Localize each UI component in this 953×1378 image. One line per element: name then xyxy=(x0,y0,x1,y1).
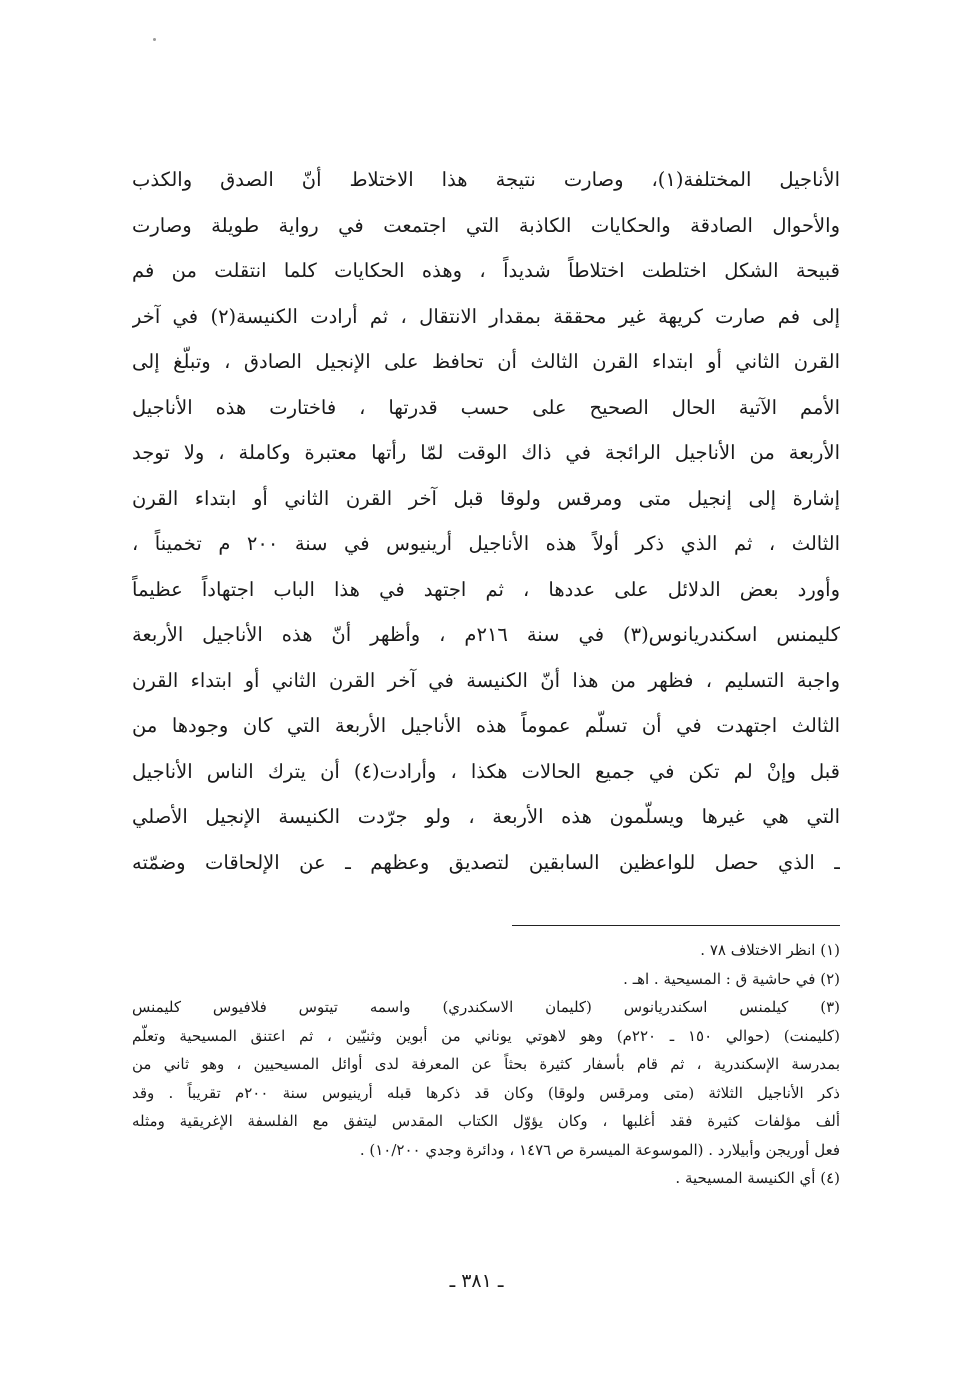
footnote-3-line: (٣) كيلمنس اسكندريانوس (كليمان الاسكندري) واسمه تيتوس فلافيوس كليمنس xyxy=(132,998,840,1016)
main-text-line: قبيحة الشكل اختلطت اختلاطاً شديداً ، وهذه الحكايات كلما انتقلت من فم xyxy=(132,259,840,282)
main-text-line: قبل وإنْ لم تكن في جميع الحالات هكذا ، وأرادت(٤) أن يترك الناس الأناجيل xyxy=(132,759,840,783)
main-text-line: كليمنس اسكندريانوس(٣) في سنة ٢١٦م ، وأظهر أنّ هذه الأناجيل الأربعة xyxy=(132,623,840,646)
footnotes-block xyxy=(132,936,840,1193)
footnote-4: (٤) أي الكنيسة المسيحية . xyxy=(675,1169,840,1187)
scan-speck xyxy=(153,38,156,41)
footnote-3-line: (كليمنت) (حوالي ١٥٠ ـ ٢٢٠م) وهو لاهوتي يوناني من أبوين وثنيّين ، ثم اعتنق المسيحية وتعلّم xyxy=(132,1026,840,1045)
main-text-line: القرن الثاني أو ابتداء القرن الثالث أن تحافظ على الإنجيل الصادق ، وتبلّغ إلى xyxy=(132,350,840,373)
footnote-2: (٢) في حاشية ق : المسيحية . اهـ . xyxy=(623,969,840,988)
main-text-block xyxy=(132,157,840,885)
main-text-line: الأربعة من الأناجيل الرائجة في ذاك الوقت لمّا رأتها معتبرة وكاملة ، ولا توجد xyxy=(132,441,840,464)
main-text-line: الثالث اجتهدت في أن تسلّم عموماً هذه الأناجيل الأربعة التي كان وجودها من xyxy=(132,714,840,737)
main-text-line: الأناجيل المختلفة(١)، وصارت نتيجة هذا الاختلاط أنّ الصدق والكذب xyxy=(132,168,840,191)
footnote-3-line: ألف مؤلفات كثيرة فقد أغلبها ، وكان يؤوّل الكتاب المقدس ليتفق مع الفلسفة الإغريقية ومثله xyxy=(132,1112,840,1130)
footnote-separator xyxy=(512,925,840,926)
page-number: ـ ٣٨١ ـ xyxy=(449,1270,504,1292)
main-text-line: الأمم الآتية الحال الصحيح على حسب قدرتها ، فاختارت هذه الأناجيل xyxy=(132,395,840,419)
main-text-line: وأورد بعض الدلائل على عددها ، ثم اجتهد في هذا الباب اجتهاداً عظيماً xyxy=(132,577,840,601)
main-text-line: والأحوال الصادقة والحكايات الكاذبة التي اجتمعت في رواية طويلة وصارت xyxy=(132,213,840,237)
main-text-line: إلى فم صارت كريهة غير محققة بمقدار الانتقال ، ثم أرادت الكنيسة(٢) في آخر xyxy=(132,304,840,328)
main-text-line: إشارة إلى إنجيل متى ومرقس ولوقا قبل آخر القرن الثاني أو ابتداء القرن xyxy=(132,486,840,510)
footnote-3-line: فعل أوريجن وأبيلارد . (الموسوعة الميسرة ص ١٤٧٦ ، ودائرة وجدي ١٠/٢٠٠) . xyxy=(359,1140,840,1159)
footnote-3-line: ذكر الأناجيل الثلاثة (متى ومرقس ولوقا) وكان قد ذكرها قبله أرينيوس سنة ٢٠٠م تقريباً . وقد xyxy=(132,1083,840,1102)
main-text-line: واجبة التسليم ، فظهر من هذا أنّ الكنيسة في آخر القرن الثاني أو ابتداء القرن xyxy=(132,668,840,692)
footnote-3-line: بمدرسة الإسكندرية ، ثم قام بأسفار كثيرة بحثاً عن المعرفة لدى أوائل المسيحيين ، وهو ثاني من xyxy=(132,1055,840,1073)
footnote-1: (١) انظر الاختلاف ٧٨ . xyxy=(700,941,840,959)
main-text-line: ـ الذي حصل للواعظين السابقين لتصديق وعظهم ـ عن الإلحاقات وضمّته xyxy=(132,850,840,874)
main-text-line: التي هي غيرها ويسلّمون هذه الأربعة ، ولو جرّدت الكنيسة الإنجيل الأصلي xyxy=(132,805,840,828)
main-text-line: الثالث ، ثم الذي ذكر أولاً هذه الأناجيل أرينيوس في سنة ٢٠٠ م تخميناً ، xyxy=(132,532,840,555)
